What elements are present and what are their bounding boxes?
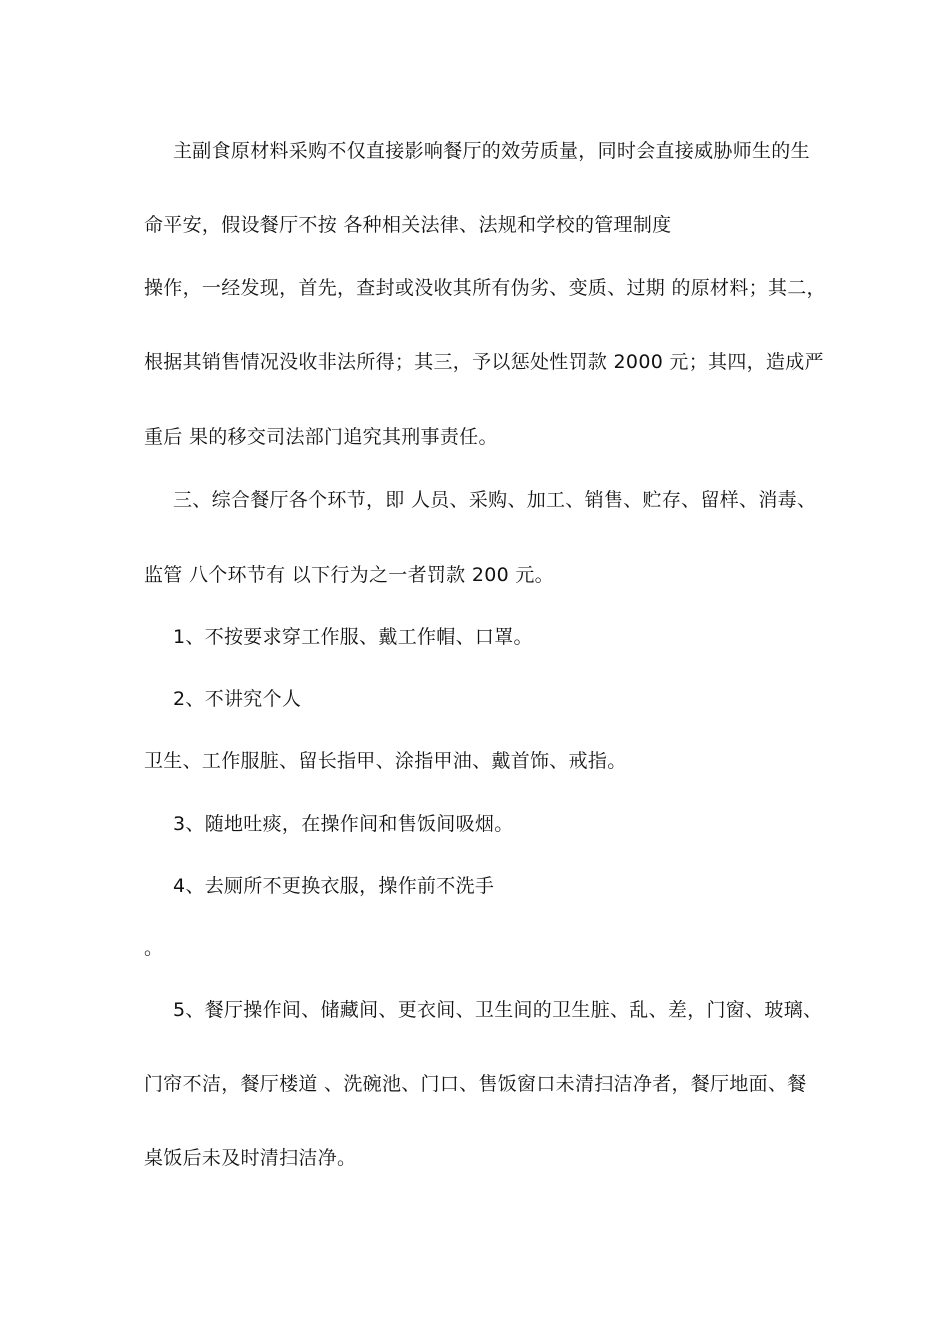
list-item-4-line-2: 。 <box>144 937 164 959</box>
list-item-4-line-1: 4、去厕所不更换衣服，操作前不洗手 <box>173 875 495 897</box>
list-item-5-line-3: 桌饭后未及时清扫洁净。 <box>144 1147 357 1169</box>
paragraph-line-2: 命平安，假设餐厅不按 各种相关法律、法规和学校的管理制度 <box>144 214 672 236</box>
list-item-1: 1、不按要求穿工作服、戴工作帽、口罩。 <box>173 626 533 648</box>
paragraph-line-4: 根据其销售情况没收非法所得；其三，予以惩处性罚款 2000 元；其四，造成严 <box>144 351 824 373</box>
paragraph-line-1: 主副食原材料采购不仅直接影响餐厅的效劳质量，同时会直接威胁师生的生 <box>173 140 810 162</box>
list-item-5-line-2: 门帘不洁，餐厅楼道 、洗碗池、门口、售饭窗口未清扫洁净者，餐厅地面、餐 <box>144 1073 807 1095</box>
section-heading-line-1: 三、综合餐厅各个环节，即 人员、采购、加工、销售、贮存、留样、消毒、 <box>173 489 817 511</box>
list-item-2-line-1: 2、不讲究个人 <box>173 688 302 710</box>
list-item-5-line-1: 5、餐厅操作间、储藏间、更衣间、卫生间的卫生脏、乱、差，门窗、玻璃、 <box>173 999 823 1021</box>
paragraph-line-3: 操作，一经发现，首先，查封或没收其所有伪劣、变质、过期 的原材料；其二， <box>144 277 826 299</box>
section-heading-line-2: 监管 八个环节有 以下行为之一者罚款 200 元。 <box>144 564 554 586</box>
list-item-3: 3、随地吐痰，在操作间和售饭间吸烟。 <box>173 813 514 835</box>
list-item-2-line-2: 卫生、工作服脏、留长指甲、涂指甲油、戴首饰、戒指。 <box>144 750 627 772</box>
paragraph-line-5: 重后 果的移交司法部门追究其刑事责任。 <box>144 426 498 448</box>
